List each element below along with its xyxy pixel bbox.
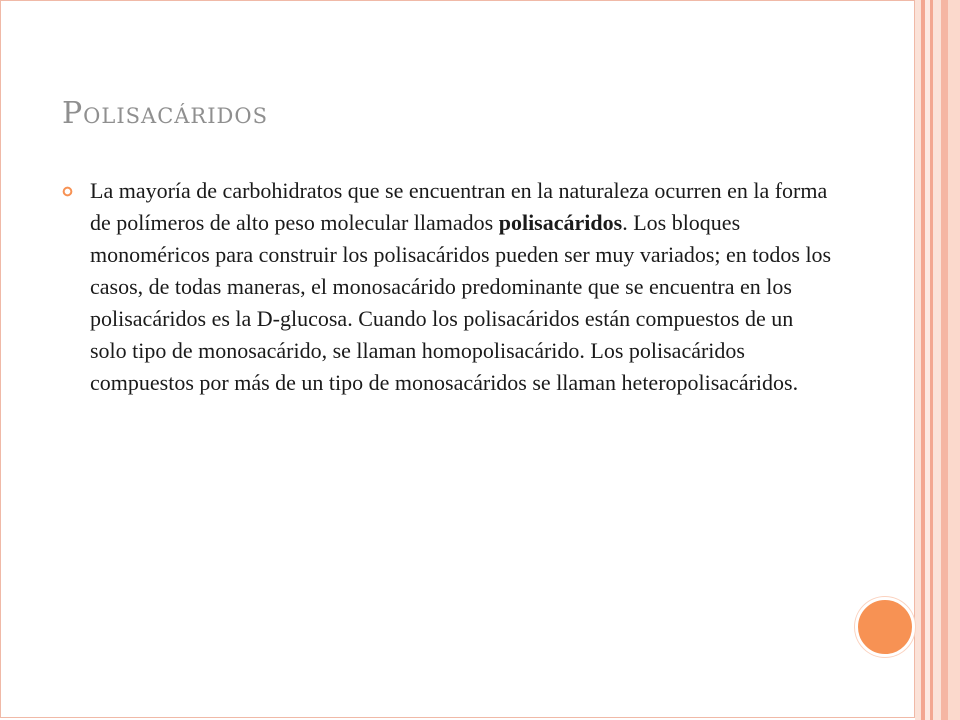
bullet-list [62, 175, 832, 399]
right-decorative-band [948, 0, 960, 720]
bold-term: polisacáridos [498, 210, 623, 235]
list-item [62, 175, 832, 399]
orange-ring-bullet-icon [62, 186, 73, 197]
right-decorative-band [933, 0, 941, 720]
right-decorative-band [941, 0, 948, 720]
bullet-text [90, 178, 831, 395]
bullet-text-after: . Los bloques monoméricos para construir los polisacáridos pueden ser muy variados; en todos los casos, de todas maneras, el monosacárido predominante que se encuentra en los polisacáridos es la D-glucosa. Cuando los polisacáridos están compuestos de un solo tipo de monosacárido, se llaman homopolisacárido. Los polisacáridos compuestos por más de un tipo de monosacáridos se llaman heteropolisacáridos. [90, 210, 832, 395]
orange-circle-icon [855, 597, 915, 657]
bullet-text-before: La mayoría de carbohidratos que se encuentran en la naturaleza ocurren en la forma de polímeros de alto peso molecular llamados [90, 178, 828, 235]
slide-title: Polisacáridos [62, 96, 268, 131]
